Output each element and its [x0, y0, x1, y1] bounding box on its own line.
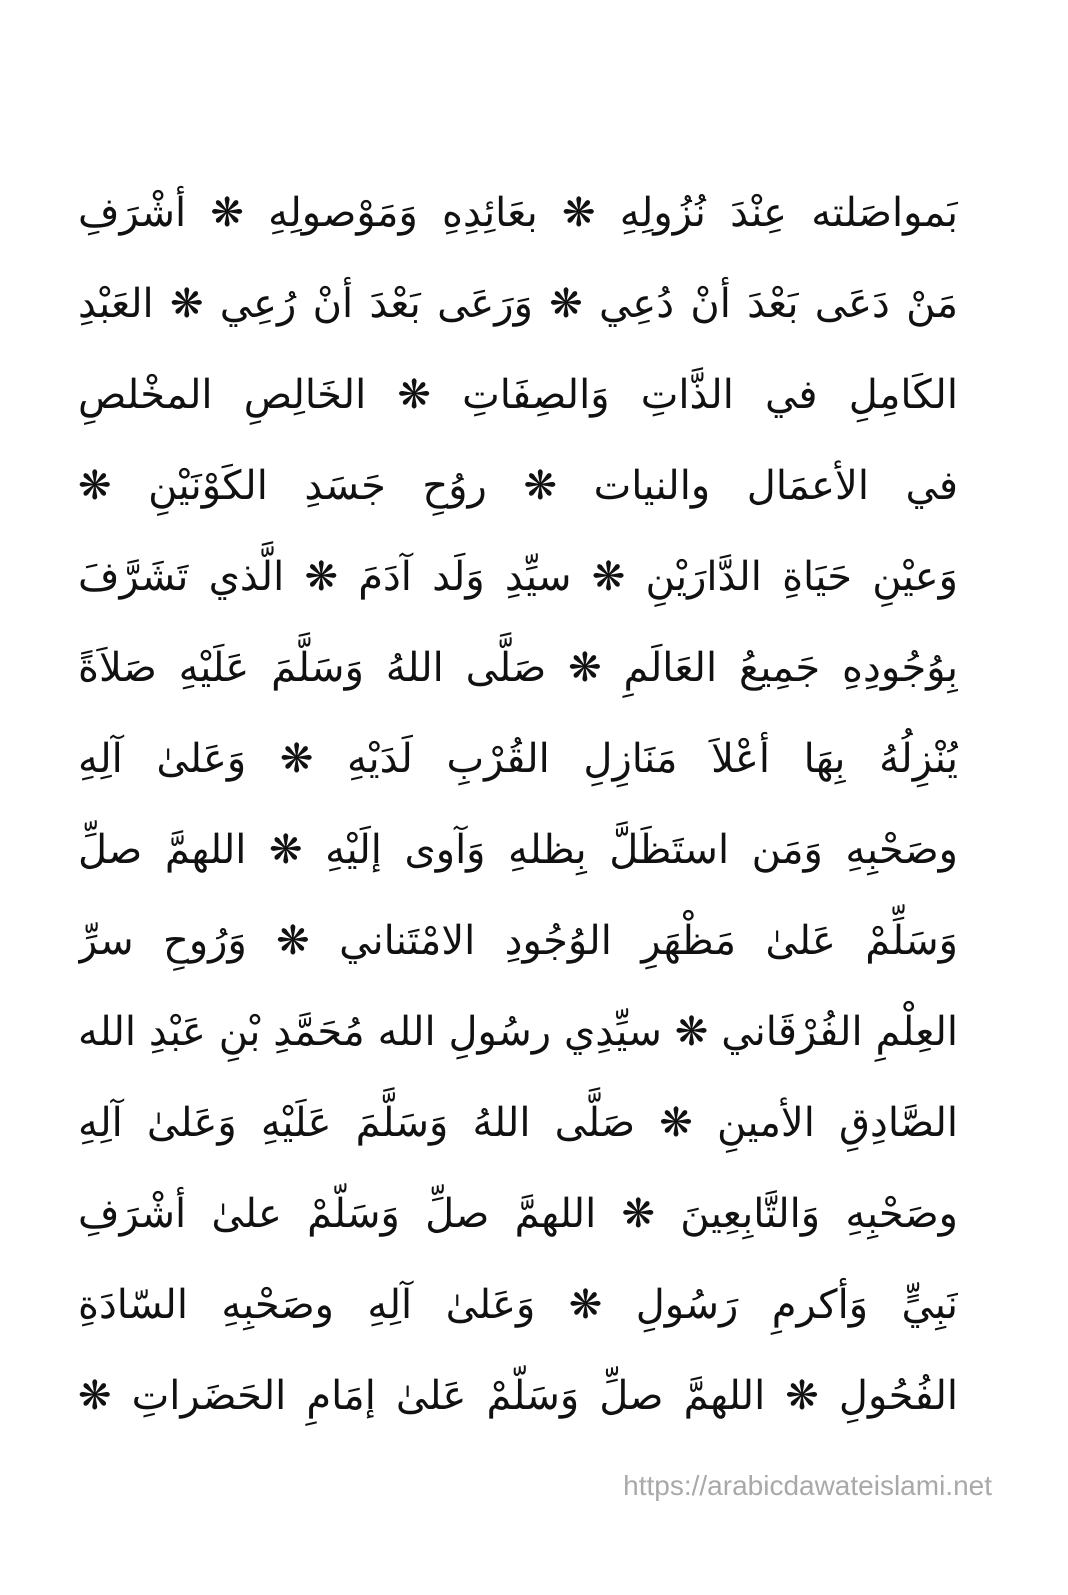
text-line: وصَحْبِهِ وَمَن استَظَلَّ بِظلهِ وَآوى إلَيْهِ ❋ اللهمَّ صلِّ [78, 827, 958, 873]
text-line: مَنْ دَعَى بَعْدَ أنْ دُعِي ❋ وَرَعَى بَعْدَ أنْ رُعِي ❋ العَبْدِ [78, 281, 958, 327]
text-line: الفُحُولِ ❋ اللهمَّ صلِّ وَسَلّمْ عَلىٰ إمَامِ الحَضَراتِ ❋ [78, 1373, 958, 1419]
text-line: يُنْزِلُهُ بِهَا أعْلاَ مَنَازِلِ القُرْبِ لَدَيْهِ ❋ وَعَلىٰ آلِهِ [78, 736, 958, 782]
text-line: العِلْمِ الفُرْقَاني ❋ سيِّدِي رسُولِ الله مُحَمَّدِ بْنِ عَبْدِ الله [78, 1009, 958, 1055]
text-line: في الأعمَال والنيات ❋ روُحِ جَسَدِ الكَوْنَيْنِ ❋ [78, 463, 958, 509]
text-line: الكَامِلِ في الذَّاتِ وَالصِفَاتِ ❋ الخَالِصِ المخْلصِ [78, 372, 958, 418]
text-line: الصَّادِقِ الأمينِ ❋ صَلَّى اللهُ وَسَلَّمَ عَلَيْهِ وَعَلىٰ آلِهِ [78, 1100, 958, 1146]
text-line: نَبِيٍّ وَأكرمِ رَسُولِ ❋ وَعَلىٰ آلِهِ وصَحْبِهِ السّادَةِ [78, 1282, 958, 1328]
text-line: وَعيْنِ حَيَاةِ الدَّارَيْنِ ❋ سيِّدِ وَلَد آدَمَ ❋ الَّذي تَشَرَّفَ [78, 554, 958, 600]
text-line: وَسَلِّمْ عَلىٰ مَظْهَرِ الوُجُودِ الامْتَناني ❋ وَرُوحِ سرِّ [78, 918, 958, 964]
arabic-text-block [78, 168, 958, 1442]
watermark-url: https://arabicdawateislami.net [623, 1470, 992, 1501]
text-line: بِوُجُودِهِ جَمِيعُ العَالَمِ ❋ صَلَّى اللهُ وَسَلَّمَ عَلَيْهِ صَلاَةً [78, 645, 958, 691]
text-line: وصَحْبِهِ وَالتَّابِعِينَ ❋ اللهمَّ صلِّ وَسَلّمْ علىٰ أشْرَفِ [78, 1191, 958, 1237]
text-line: بَمواصَلته عِنْدَ نُزُولِهِ ❋ بعَائِدِهِ وَمَوْصولِهِ ❋ أشْرَفِ [78, 190, 958, 236]
